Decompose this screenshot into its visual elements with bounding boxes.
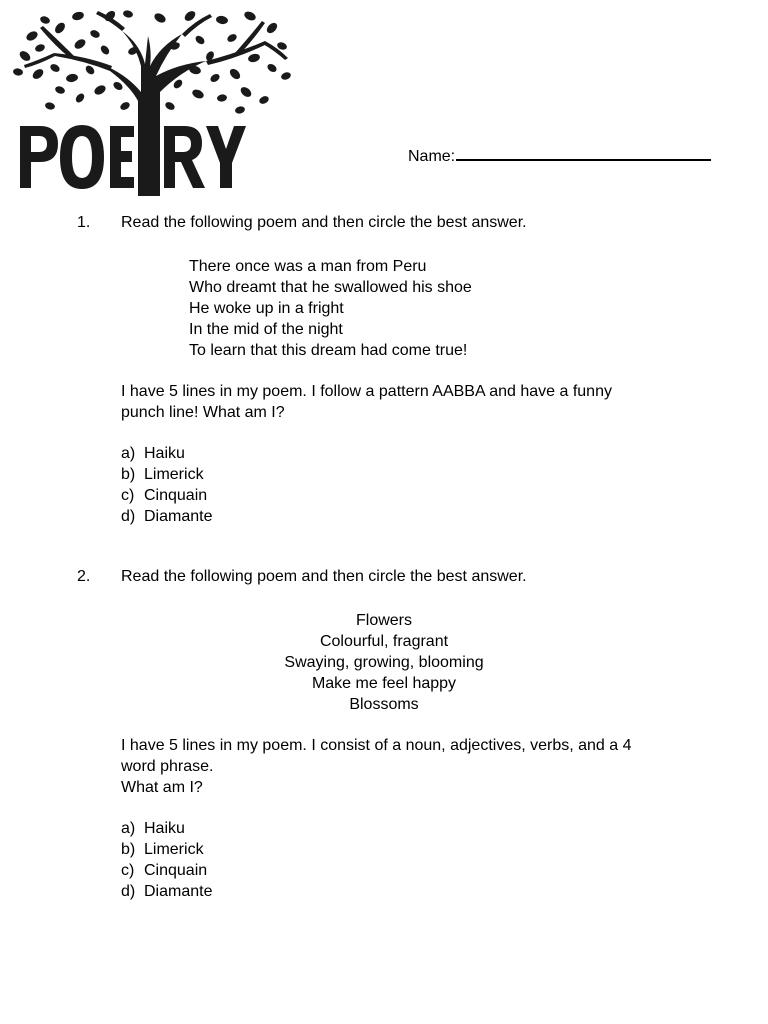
question-instruction: Read the following poem and then circle the best answer. [121, 568, 527, 585]
answer-option-c[interactable] [121, 485, 212, 506]
poem-line: Flowers [355, 612, 412, 629]
option-text: Limerick [144, 466, 204, 483]
answer-option-a[interactable] [121, 443, 212, 464]
option-letter: b) [121, 466, 136, 483]
option-letter: c) [121, 862, 135, 879]
answer-options [121, 818, 212, 902]
poem-line: There once was a man from Peru [189, 258, 427, 275]
cinquain-poem [184, 610, 584, 715]
answer-option-a[interactable] [121, 818, 212, 839]
description-line: word phrase. [121, 758, 214, 775]
option-text: Haiku [144, 445, 185, 462]
description-line: I have 5 lines in my poem. I consist of a noun, adjectives, verbs, and a 4 [121, 737, 632, 754]
description-line: I have 5 lines in my poem. I follow a pattern AABBA and have a funny [121, 383, 612, 400]
question-number: 2. [77, 568, 91, 585]
poem-line: Make me feel happy [311, 675, 457, 692]
poem-line: To learn that this dream had come true! [189, 342, 468, 359]
option-letter: a) [121, 445, 136, 462]
question-instruction: Read the following poem and then circle the best answer. [121, 214, 527, 231]
question-description [121, 735, 721, 798]
tree-logo-icon [10, 6, 292, 196]
name-blank-line[interactable] [456, 144, 711, 161]
option-letter: d) [121, 883, 136, 900]
poem-line: Swaying, growing, blooming [284, 654, 484, 671]
option-text: Haiku [144, 820, 185, 837]
option-text: Cinquain [144, 862, 208, 879]
answer-option-b[interactable] [121, 464, 212, 485]
answer-option-d[interactable] [121, 881, 212, 902]
answer-option-d[interactable] [121, 506, 212, 527]
poem-line: He woke up in a fright [189, 300, 344, 317]
poem-line: Colourful, fragrant [319, 633, 449, 650]
answer-option-b[interactable] [121, 839, 212, 860]
option-text: Diamante [144, 883, 213, 900]
option-letter: c) [121, 487, 135, 504]
answer-options [121, 443, 212, 527]
description-line: What am I? [121, 779, 203, 796]
answer-option-c[interactable] [121, 860, 212, 881]
question-description [121, 381, 721, 423]
poem-line: In the mid of the night [189, 321, 343, 338]
poem-line: Who dreamt that he swallowed his shoe [189, 279, 472, 296]
option-text: Diamante [144, 508, 213, 525]
poetry-logo [10, 6, 292, 196]
option-letter: d) [121, 508, 136, 525]
poem-line: Blossoms [349, 696, 419, 713]
option-letter: a) [121, 820, 136, 837]
option-text: Cinquain [144, 487, 208, 504]
option-text: Limerick [144, 841, 204, 858]
name-field[interactable] [408, 144, 711, 166]
option-letter: b) [121, 841, 136, 858]
name-label: Name: [408, 148, 456, 165]
question-number: 1. [77, 214, 91, 231]
description-line: punch line! What am I? [121, 404, 285, 421]
limerick-poem [189, 256, 472, 361]
